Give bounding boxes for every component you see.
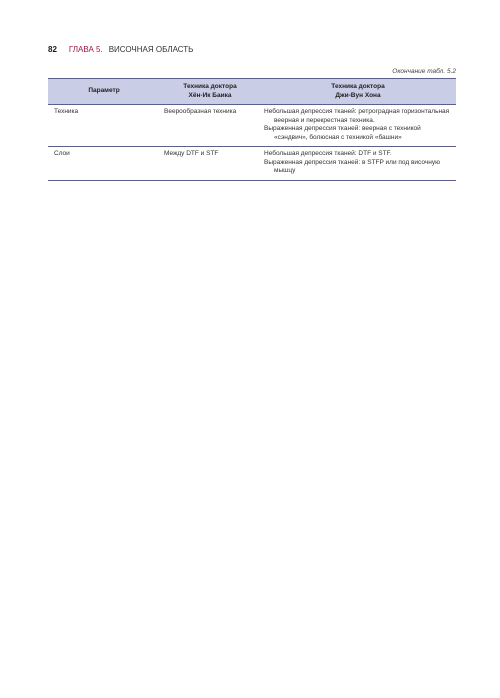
table-continuation-note: Окончание табл. 5.2 [392,68,456,75]
hong-entry: Небольшая депрессия тканей: DTF и STF. [264,150,392,157]
row-parameter-cell: Слои [48,147,160,181]
hong-entry: Выраженная депрессия тканей: веерная с техникой «сэндвич», болюсная с техникой «башни» [264,125,421,141]
table-row [48,105,456,147]
baik-technique-cell: Между DTF и STF [160,147,260,181]
baik-technique-cell: Веерообразная техника [160,105,260,147]
hong-entry: Выраженная депрессия тканей: в STFP или под височную мышцу [264,158,440,174]
section-title: ВИСОЧНАЯ ОБЛАСТЬ [108,45,194,54]
column-header-parameter: Параметр [48,79,160,105]
row-parameter-cell: Техника [48,105,160,147]
hong-technique-cell [260,147,456,181]
running-head [48,45,193,59]
table-header-row [48,79,456,105]
column-header-hong-technique: Техника доктора Джи-Вун Хона [260,79,456,105]
comparison-table [48,78,456,181]
hong-entry: Небольшая депрессия тканей: ретроградная горизонтальная веерная и перекрестная техника. [264,108,450,124]
column-header-baik-technique: Техника доктора Хён-Ик Баика [160,79,260,105]
hong-technique-cell [260,105,456,147]
chapter-label: ГЛАВА 5. [68,45,103,54]
table-row [48,147,456,181]
page-number: 82 [48,45,57,54]
